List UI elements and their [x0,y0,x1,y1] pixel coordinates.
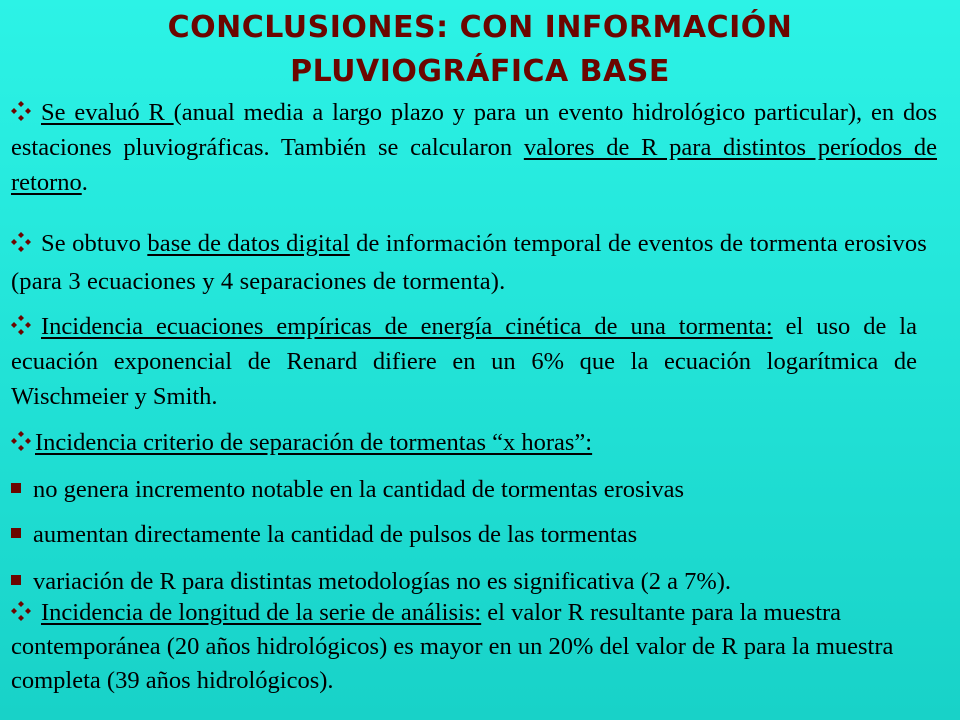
conclusion-3-underlined: Incidencia ecuaciones empíricas de energía cinética de una tormenta: [41,313,773,340]
sub-bullet-1 [11,472,937,507]
conclusion-5-underlined: Incidencia de longitud de la serie de análisis: [41,599,482,626]
conclusion-2-text-start: Se obtuvo [41,230,148,257]
conclusion-1-underlined-end: valores de R para distintos períodos de retorno [11,134,937,196]
slide-title-line-1: CONCLUSIONES: CON INFORMACIÓN [167,10,793,45]
square-bullet-icon [11,528,21,538]
conclusion-3-text: el uso de la ecuación exponencial de Renard difiere en un 6% que la ecuación logarítmica de Wischmeier y Smith. [11,313,917,410]
four-diamond-bullet-icon [11,232,31,252]
square-bullet-icon [11,575,21,585]
sub-bullet-2-text: aumentan directamente la cantidad de pulsos de las tormentas [33,521,638,548]
four-diamond-bullet-icon [11,601,31,621]
square-bullet-icon [11,483,21,493]
conclusion-4 [11,425,937,460]
conclusion-1-period: . [81,169,88,196]
conclusion-2-underlined: base de datos digital [147,230,350,257]
sub-bullet-3 [11,564,956,599]
four-diamond-bullet-icon [11,431,31,451]
four-diamond-bullet-icon [11,315,31,335]
four-diamond-bullet-icon [11,101,31,121]
conclusion-1-underlined-start: Se evaluó R [41,99,174,126]
conclusion-3 [11,309,917,414]
sub-bullet-3-text: variación de R para distintas metodologías no es significativa (2 a 7%). [33,568,732,595]
sub-bullet-2 [11,517,937,552]
conclusion-4-underlined: Incidencia criterio de separación de tormentas “x horas”: [35,429,593,456]
conclusion-2-text-end: de información temporal de eventos de tormenta erosivos (para 3 ecuaciones y 4 separaciones de tormenta). [11,230,927,295]
slide-title-line-2: PLUVIOGRÁFICA BASE [290,54,670,89]
conclusion-2 [11,225,937,301]
conclusion-1-text: (anual media a largo plazo y para un evento hidrológico particular), en dos estaciones pluviográficas. También se calcularon [11,99,937,161]
conclusion-1 [11,95,937,200]
sub-bullet-1-text: no genera incremento notable en la cantidad de tormentas erosivas [33,476,685,503]
conclusion-5-text: el valor R resultante para la muestra contemporánea (20 años hidrológicos) es mayor en un 20% del valor de R para la muestra completa (39 años hidrológicos). [11,599,894,694]
slide-title [0,6,960,94]
conclusion-5 [11,596,926,698]
